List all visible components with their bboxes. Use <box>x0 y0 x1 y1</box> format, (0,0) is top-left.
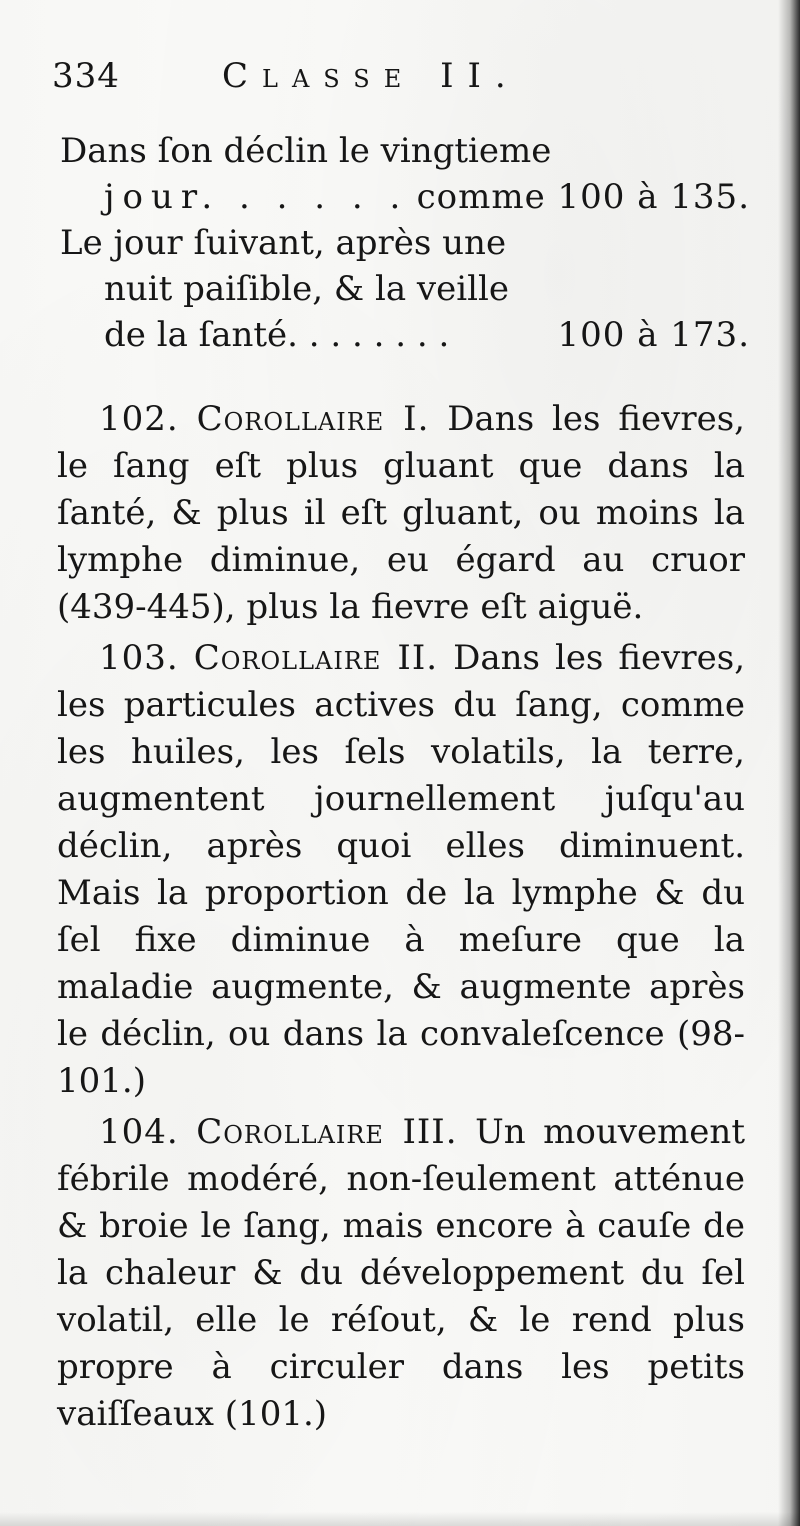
paragraph-heading: Corollaire II. <box>193 638 439 678</box>
paragraph-102 <box>57 396 745 631</box>
paragraph-heading: Corollaire I. <box>196 399 430 439</box>
table-row-ratio: 100 à 173. <box>557 315 750 355</box>
page-edge-shadow <box>778 0 800 1526</box>
ratio-table <box>60 128 750 358</box>
page-header <box>52 54 752 106</box>
table-row-label: Le jour ſuivant, après une <box>60 223 507 263</box>
table-row-label: jour. . . . . . <box>104 177 409 217</box>
table-row-ratio: comme 100 à 135. <box>416 177 750 217</box>
paragraph-text: Un mouvement fébrile modéré, non-ſeulement atténue & broie le ſang, mais encore à cauſe de la chaleur & du développement du ſel volatil, elle le réſout, & le rend plus propre à circuler dans les petits vaiſſeaux (101.) <box>57 1112 745 1434</box>
paragraph-103 <box>57 635 745 1105</box>
body-text <box>57 396 745 1442</box>
table-row <box>60 220 750 266</box>
paragraph-number: 104. <box>99 1112 179 1152</box>
table-row-label: nuit paiſible, & la veille <box>104 269 509 309</box>
paragraph-heading: Corollaire III. <box>196 1112 458 1152</box>
table-row <box>60 174 750 220</box>
paragraph-text: Dans les fievres, le ſang eſt plus gluant que dans la ſanté, & plus il eſt gluant, ou moins la lymphe diminue, eu égard au cruor (439-445), plus la fievre eſt aiguë. <box>57 399 745 627</box>
running-title: Classe II. <box>222 56 520 96</box>
table-row-label: de la ſanté. . . . . . . . <box>104 315 450 355</box>
paragraph-text: Dans les fievres, les particules actives du ſang, comme les huiles, les ſels volatils, la terre, augmentent journellement juſqu'au déclin, après quoi elles diminuent. Mais la proportion de la lymphe & du ſel fixe diminue à meſure que la maladie augmente, & augmente après le déclin, ou dans la convaleſcence (98-101.) <box>57 638 746 1101</box>
paragraph-number: 103. <box>99 638 179 678</box>
paragraph-number: 102. <box>99 399 179 439</box>
table-row <box>60 128 750 174</box>
paragraph-104 <box>57 1109 745 1438</box>
table-row-label: Dans ſon déclin le vingtieme <box>60 131 552 171</box>
page-bottom-shadow <box>0 1512 800 1526</box>
table-row <box>60 266 750 312</box>
page-number: 334 <box>52 56 120 96</box>
table-row <box>60 312 750 358</box>
